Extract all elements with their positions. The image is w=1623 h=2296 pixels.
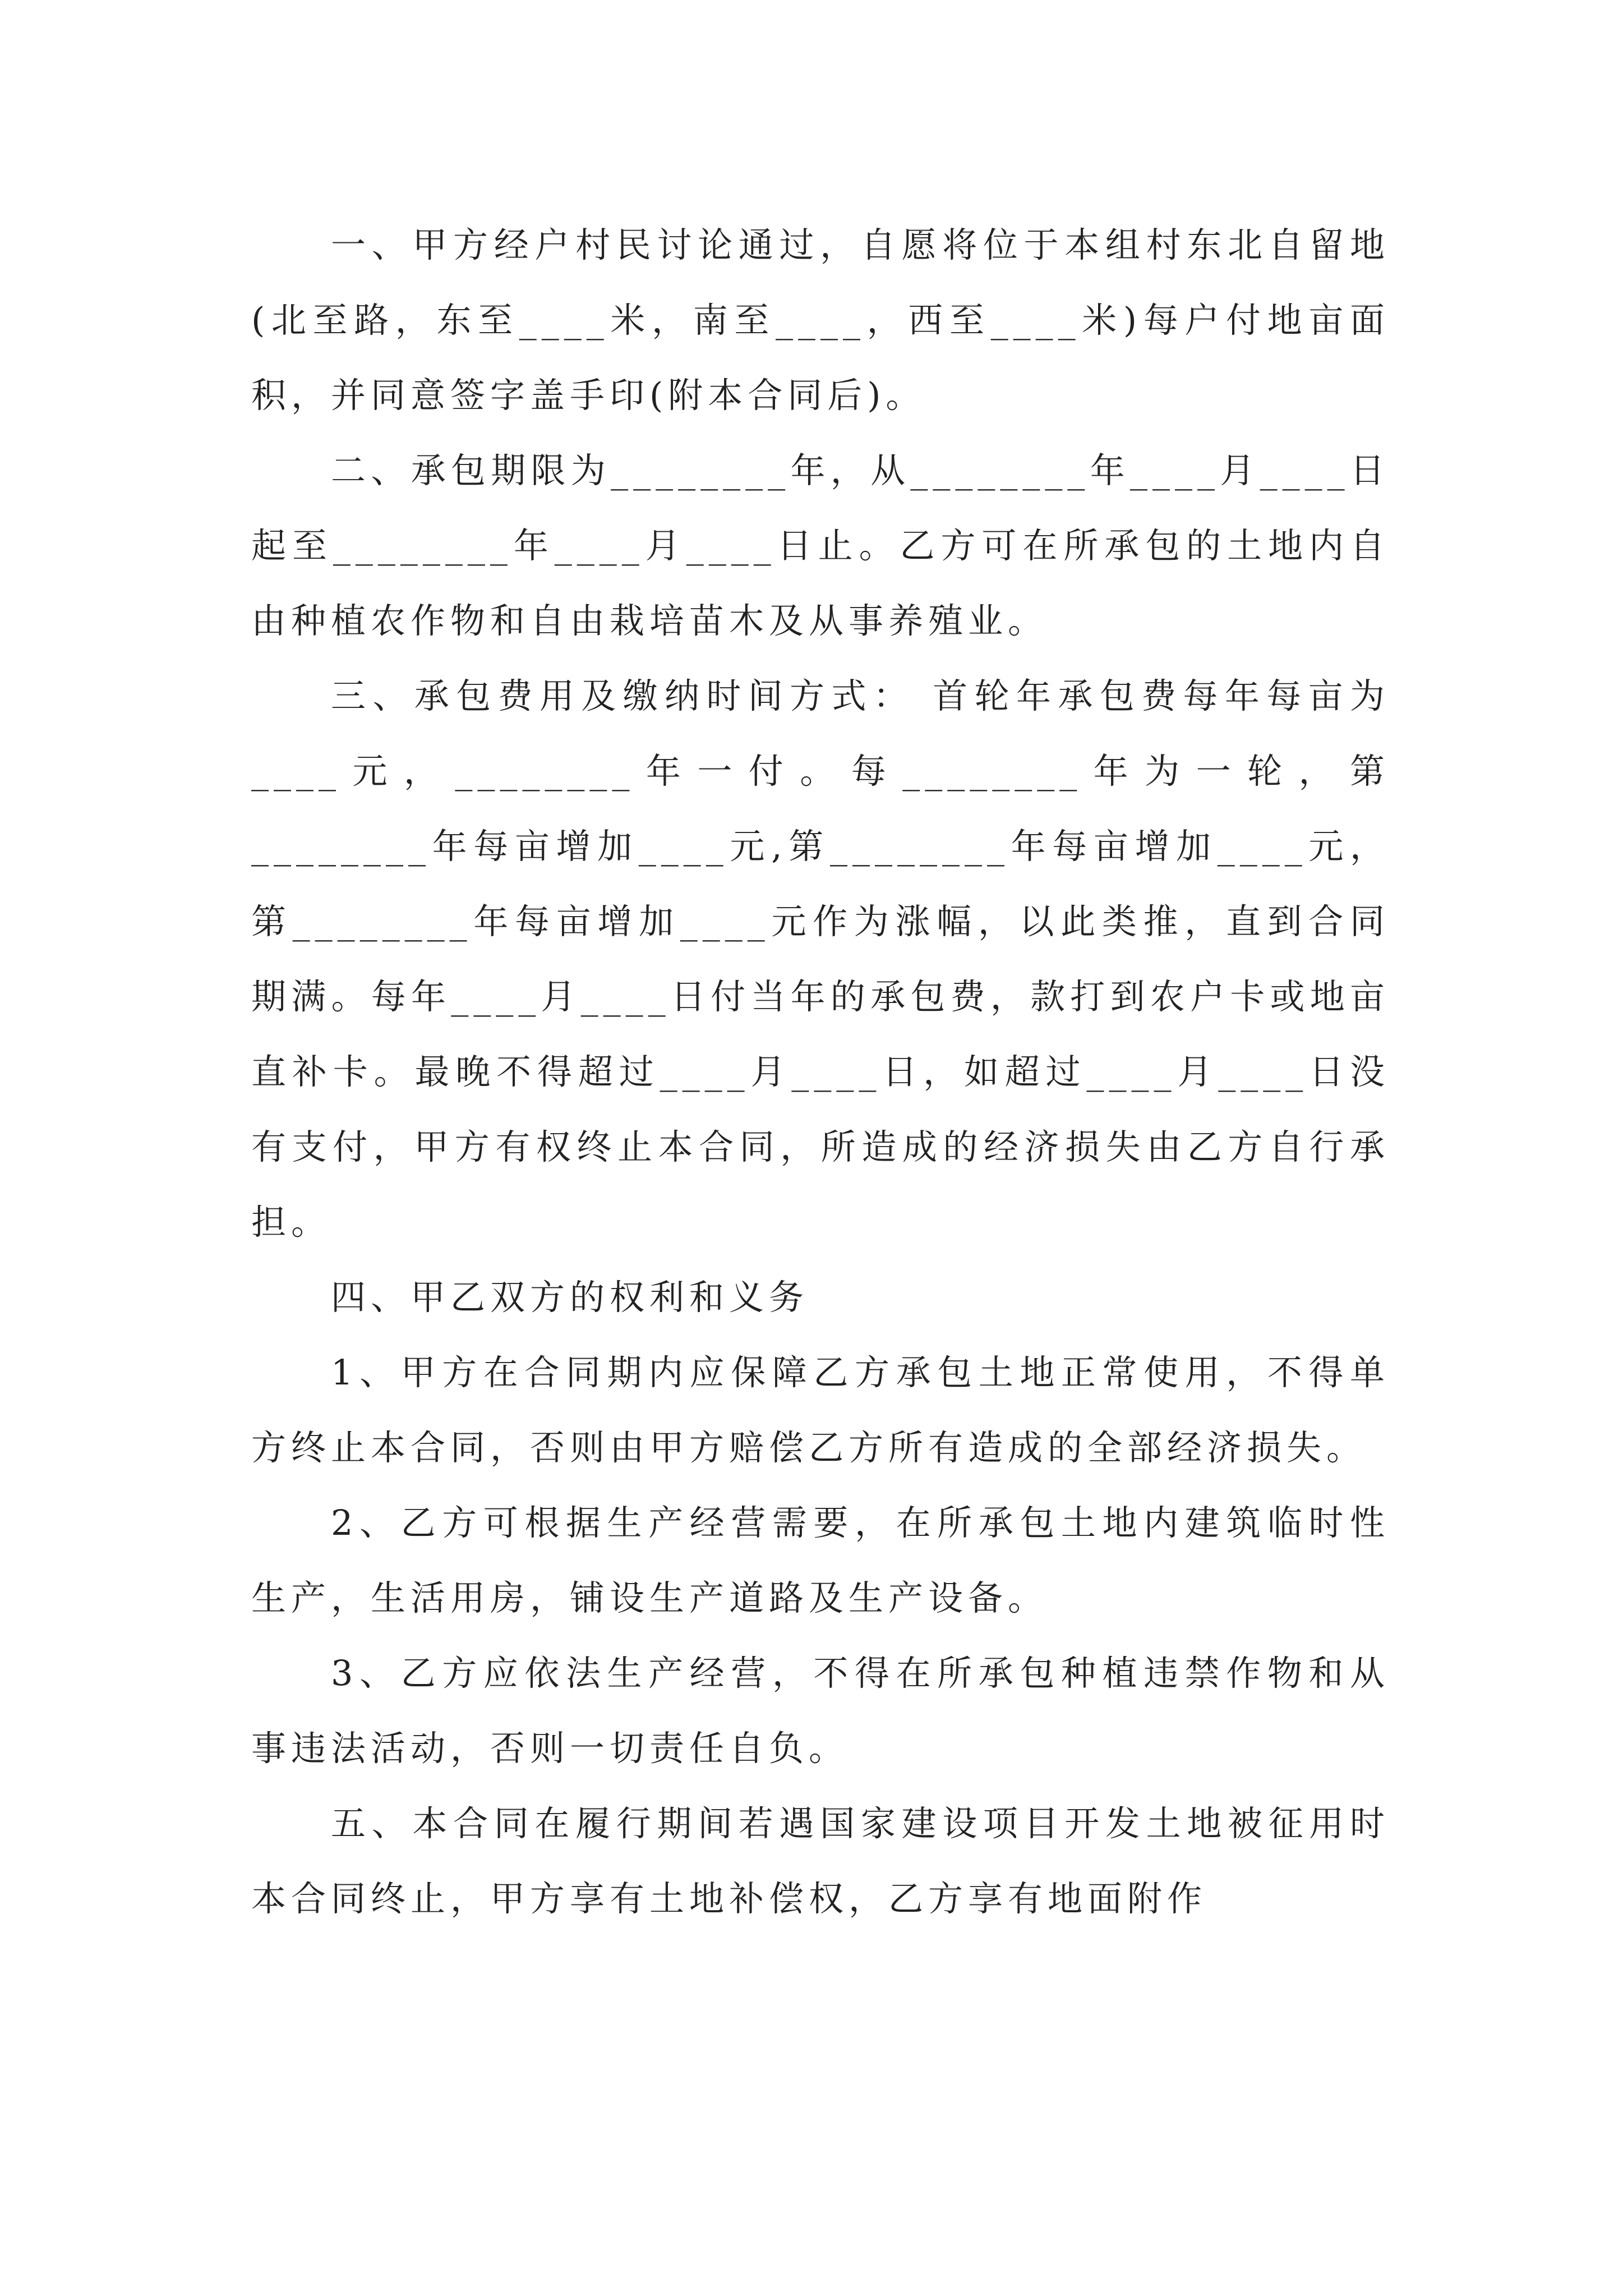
clause-5-land-requisition: 五、本合同在履行期间若遇国家建设项目开发土地被征用时本合同终止，甲方享有土地补偿权，乙方享有地面附作 xyxy=(251,1803,1390,1919)
document-body xyxy=(251,208,1390,1936)
clause-4-item-2: 2、乙方可根据生产经营需要，在所承包土地内建筑临时性生产，生活用房，铺设生产道路及生产设备。 xyxy=(251,1502,1390,1618)
clause-1-land-location: 一、甲方经户村民讨论通过，自愿将位于本组村东北自留地(北至路，东至____米，南至____，西至____米)每户付地亩面积，并同意签字盖手印(附本合同后)。 xyxy=(251,224,1390,416)
clause-4-item-1: 1、甲方在合同期内应保障乙方承包土地正常使用，不得单方终止本合同，否则由甲方赔偿乙方所有造成的全部经济损失。 xyxy=(251,1352,1390,1468)
clause-4-item-3: 3、乙方应依法生产经营，不得在所承包种植违禁作物和从事违法活动，否则一切责任自负。 xyxy=(251,1653,1390,1769)
clause-2-contract-term: 二、承包期限为________年，从________年____月____日起至________年____月____日止。乙方可在所承包的土地内自由种植农作物和自由栽培苗木及从事养殖业。 xyxy=(251,450,1390,641)
clause-3-fees-payment: 三、承包费用及缴纳时间方式： 首轮年承包费每年每亩为____元，________年一付。每________年为一轮，第________年每亩增加____元,第________年每亩增加____元，第________年每亩增加____元作为涨幅，以此类推，直到合同期满。每年____月____日付当年的承包费，款打到农户卡或地亩直补卡。最晚不得超过____月____日，如超过____月____日没有支付，甲方有权终止本合同，所造成的经济损失由乙方自行承担。 xyxy=(251,675,1390,1243)
clause-4-heading-rights-obligations: 四、甲乙双方的权利和义务 xyxy=(331,1277,809,1318)
